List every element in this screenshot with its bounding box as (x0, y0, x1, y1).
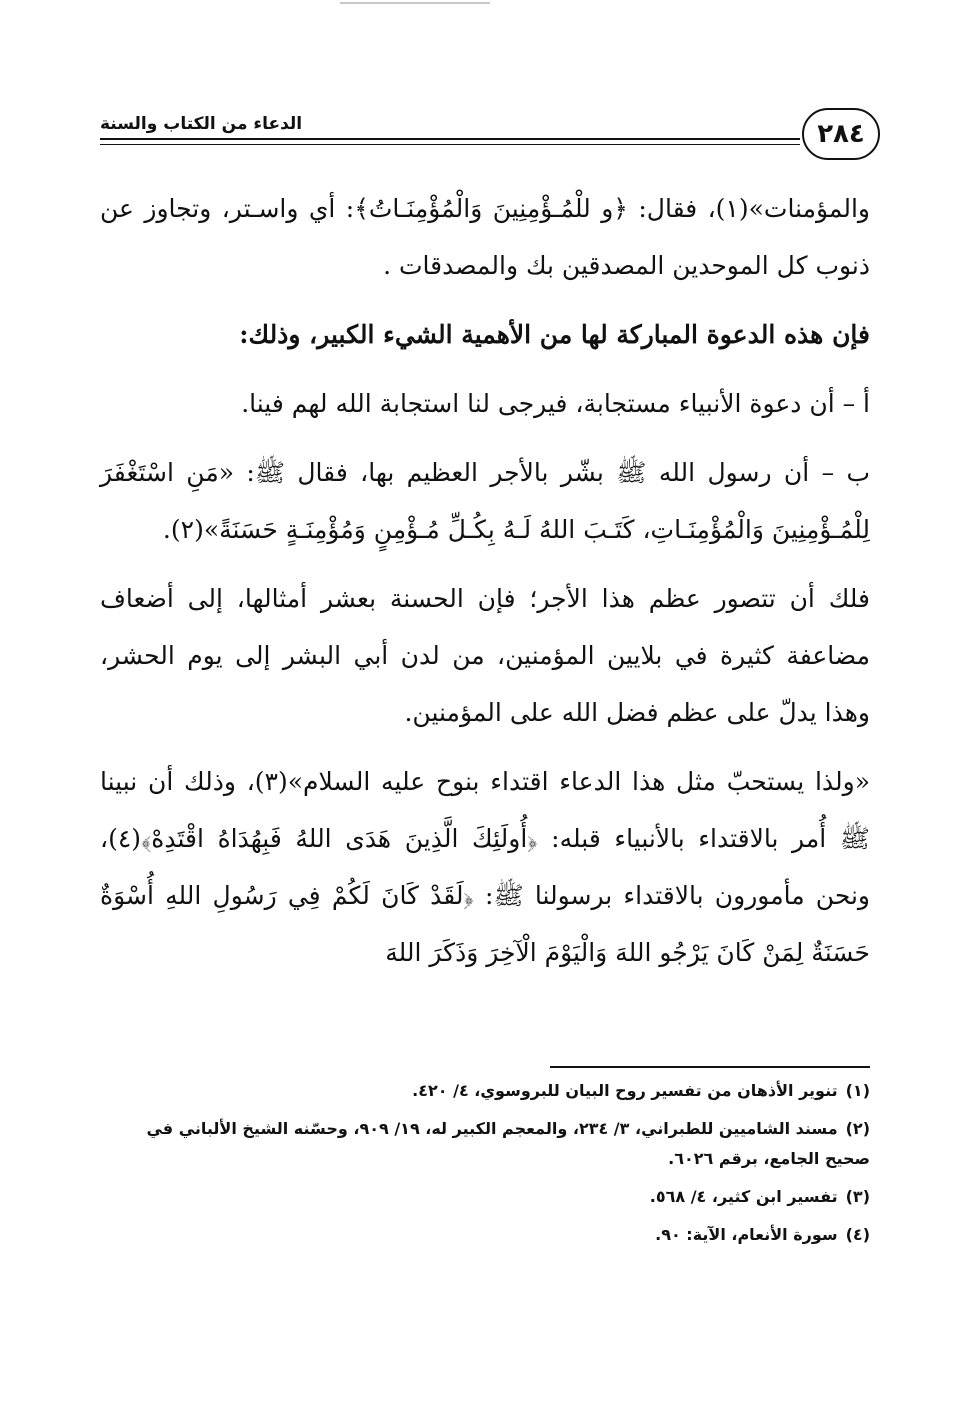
footnote-rule (550, 1066, 870, 1068)
footnote-number: (٣) (845, 1187, 870, 1206)
paragraph-5: فلك أن تتصور عظم هذا الأجر؛ فإن الحسنة بعشر أمثالها، إلى أضعاف مضاعفة كثيرة في بلايين المؤمنين، من لدن أبي البشر إلى يوم الحشر، وهذا يدلّ على عظم فضل الله على المؤمنين. (100, 584, 870, 727)
header-rule (100, 138, 800, 140)
footnote-text: مسند الشاميين للطبراني، ٣/ ٢٣٤، والمعجم الكبير له، ١٩/ ٩٠٩، وحسّنه الشيخ الألباني في صحيح الجامع، برقم ٦٠٢٦. (146, 1119, 870, 1168)
paragraph-6: «ولذا يستحبّ مثل هذا الدعاء اقتداء بنوح عليه السلام»(٣)، وذلك أن نبينا ﷺ أُمر بالاقتداء بالأنبياء قبله: ﴿أُولَئِكَ الَّذِينَ هَدَى اللهُ فَبِهُدَاهُ اقْتَدِهْ﴾(٤)، ونحن مأمورون بالاقتداء برسولنا ﷺ: ﴿لَقَدْ كَانَ لَكُمْ فِي رَسُولِ اللهِ أُسْوَةٌ حَسَنَةٌ لِمَنْ كَانَ يَرْجُو اللهَ وَالْيَوْمَ الْآخِرَ وَذَكَرَ اللهَ (100, 767, 870, 967)
footnote-number: (٢) (845, 1119, 870, 1138)
paragraph-2: فإن هذه الدعوة المباركة لها من الأهمية الشيء الكبير، وذلك: (239, 320, 870, 349)
paragraph-1: والمؤمنات»(١)، فقال: ﴿و للْمُـؤْمِنِينَ وَالْمُؤْمِنَـاتُ﴾: أي واسـتر، وتجاوز عن ذنوب كل الموحدين المصدقين بك والمصدقات . (100, 194, 870, 280)
footnotes (100, 1076, 870, 1258)
main-text (100, 180, 870, 993)
footnote-number: (١) (845, 1081, 870, 1100)
running-title: الدعاء من الكتاب والسنة (100, 114, 303, 134)
footnote-item (100, 1220, 870, 1250)
footnote-item (100, 1182, 870, 1212)
paragraph-4: ب – أن رسول الله ﷺ بشّر بالأجر العظيم بها، فقال ﷺ: «مَنِ اسْتَغْفَرَ لِلْمُـؤْمِنِينَ وَالْمُؤْمِنَـاتِ، كَتَـبَ اللهُ لَـهُ بِكُـلِّ مُـؤْمِنٍ وَمُؤْمِنَـةٍ حَسَنَةً»(٢). (100, 458, 870, 544)
footnote-text: تنوير الأذهان من تفسير روح البيان للبروسوي، ٤/ ٤٢٠. (412, 1081, 838, 1100)
footnote-number: (٤) (845, 1225, 870, 1244)
page-number: ٢٨٤ (817, 119, 865, 149)
top-scan-mark (340, 2, 490, 4)
header-rule-thin (100, 144, 800, 145)
footnote-item (100, 1114, 870, 1174)
page-header (100, 108, 880, 164)
footnote-text: تفسير ابن كثير، ٤/ ٥٦٨. (649, 1187, 838, 1206)
page-number-badge (802, 108, 880, 160)
footnote-text: سورة الأنعام، الآية: ٩٠. (655, 1225, 838, 1244)
footnote-item (100, 1076, 870, 1106)
paragraph-3: أ – أن دعوة الأنبياء مستجابة، فيرجى لنا استجابة الله لهم فينا. (241, 389, 870, 418)
